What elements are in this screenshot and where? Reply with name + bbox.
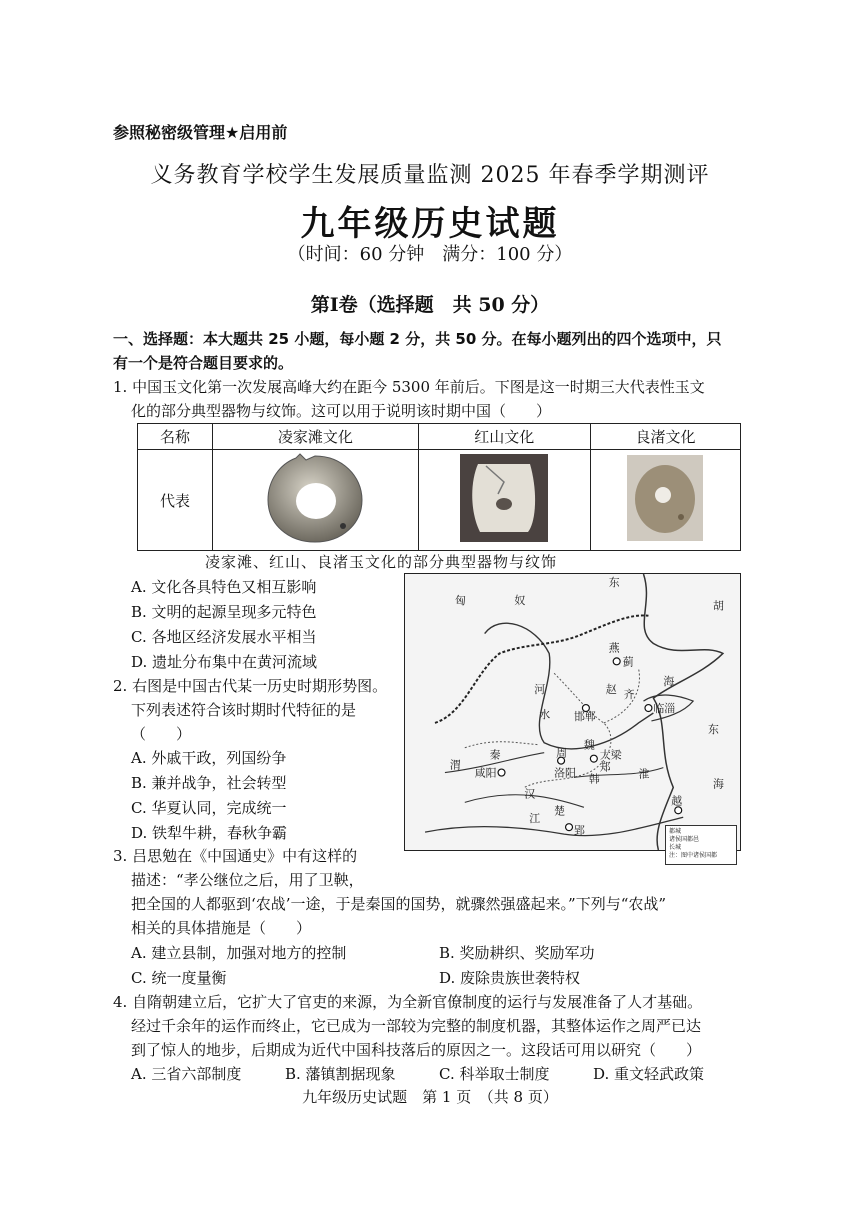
q1-option-d[interactable]: D. 遗址分布集中在黄河流域 xyxy=(131,653,318,671)
map-label: 东 xyxy=(708,722,719,736)
exam-title: 义务教育学校学生发展质量监测 2025 年春季学期测评 xyxy=(150,163,710,188)
q2-option-a[interactable]: A. 外戚干政，列国纷争 xyxy=(131,749,287,767)
map-label: 洛阳 xyxy=(554,766,576,780)
table-header-lingjiatan: 凌家滩文化 xyxy=(213,424,419,450)
legend-note: 注：图中诸侯国都 xyxy=(669,852,718,859)
q2-option-b[interactable]: B. 兼并战争，社会转型 xyxy=(131,774,287,792)
legend-capital: 都城 xyxy=(669,828,682,835)
q4-stem-line-1: 4. 自隋朝建立后，它扩大了官吏的来源，为全新官僚制度的运行与发展准备了人才基础。 xyxy=(113,993,703,1011)
map-label: 越 xyxy=(671,794,683,808)
legend-state-capital: 诸侯国都邑 xyxy=(669,836,700,843)
yangtze-river xyxy=(425,817,683,838)
table-header-liangzhu: 良渚文化 xyxy=(590,424,740,450)
map-label: 郢 xyxy=(573,824,585,838)
q4-option-d[interactable]: D. 重文轻武政策 xyxy=(593,1065,705,1083)
liangzhu-jade-image xyxy=(590,450,740,551)
capital-marker xyxy=(566,824,573,831)
map-label: 齐 xyxy=(623,688,635,702)
capital-marker xyxy=(675,807,682,814)
map-label: 邯郸 xyxy=(573,709,596,723)
map-label: 匈 xyxy=(454,593,466,607)
q1-option-a[interactable]: A. 文化各具特色又相互影响 xyxy=(131,578,317,596)
q4-option-b[interactable]: B. 藩镇割据现象 xyxy=(285,1065,396,1083)
q3-stem-line-1: 3. 吕思勉在《中国通史》中有这样的 xyxy=(113,847,358,865)
map-label: 周 xyxy=(556,746,568,760)
q4-option-c[interactable]: C. 科举取士制度 xyxy=(439,1065,550,1083)
map-label: 秦 xyxy=(489,748,501,762)
q1-stem-line-1: 1. 中国玉文化第一次发展高峰大约在距今 5300 年前后。下图是这一时期三大代表性玉文 xyxy=(113,378,705,396)
map-label: 水 xyxy=(539,707,551,721)
table-header-hongshan: 红山文化 xyxy=(418,424,590,450)
q3-stem-line-4: 相关的具体措施是（ ） xyxy=(131,919,312,937)
map-label: 海 xyxy=(663,675,675,689)
q1-stem-line-2: 化的部分典型器物与纹饰。这可以用于说明该时期中国（ ） xyxy=(131,402,552,420)
q2-stem-line-2: 下列表述符合该时期时代特征的是 xyxy=(131,701,357,719)
q3-option-d[interactable]: D. 废除贵族世袭特权 xyxy=(439,969,581,987)
q1-option-c[interactable]: C. 各地区经济发展水平相当 xyxy=(131,628,317,646)
q3-option-a[interactable]: A. 建立县制，加强对地方的控制 xyxy=(131,944,347,962)
map-label: 河 xyxy=(534,683,546,697)
capital-marker xyxy=(498,769,505,776)
map-label: 临淄 xyxy=(653,702,676,715)
q3-stem-line-2: 描述：“孝公继位之后，用了卫鞅， xyxy=(131,871,364,889)
capital-marker xyxy=(613,658,620,665)
map-label: 楚 xyxy=(554,804,566,818)
map-label: 韩 xyxy=(588,772,600,786)
section-instruction-line-1: 一、选择题：本大题共 25 小题，每小题 2 分，共 50 分。在每小题列出的四个选项中，只 xyxy=(113,330,722,348)
q4-stem-line-3: 到了惊人的地步，后期成为近代中国科技落后的原因之一。这段话可用以研究（ ） xyxy=(131,1041,702,1059)
q2-stem-line-3: （ ） xyxy=(131,725,192,743)
q1-option-b[interactable]: B. 文明的起源呈现多元特色 xyxy=(131,603,317,621)
map-label: 赵 xyxy=(605,683,617,697)
state-border xyxy=(465,742,539,748)
map-label: 魏 xyxy=(583,738,595,752)
map-label: 郑 xyxy=(599,760,611,774)
map-label: 淮 xyxy=(638,767,650,781)
q4-stem-line-2: 经过千余年的运作而终止，它已成为一部较为完整的制度机器，其整体运作之周严已达 xyxy=(131,1017,702,1035)
capital-marker xyxy=(645,705,652,712)
q3-option-b[interactable]: B. 奖励耕织、奖励军功 xyxy=(439,944,595,962)
q3-option-c[interactable]: C. 统一度量衡 xyxy=(131,969,227,987)
map-label: 咸阳 xyxy=(474,766,497,780)
confidential-label: 参照秘密级管理★启用前 xyxy=(113,123,288,142)
table-caption: 凌家滩、红山、良渚玉文化的部分典型器物与纹饰 xyxy=(205,553,558,571)
map-label: 胡 xyxy=(712,599,724,613)
volume-title: 第Ⅰ卷（选择题 共 50 分） xyxy=(310,294,550,316)
legend-great-wall: 长城 xyxy=(669,844,682,851)
jade-culture-table xyxy=(137,423,741,551)
map-label: 奴 xyxy=(514,593,526,607)
section-instruction-line-2: 有一个是符合题目要求的。 xyxy=(113,354,294,372)
map-label: 海 xyxy=(712,777,724,791)
time-score-line: （时间：60 分钟 满分：100 分） xyxy=(287,244,573,265)
hongshan-jade-image xyxy=(418,450,590,551)
table-row-label: 代表 xyxy=(138,450,213,551)
map-legend xyxy=(665,825,737,865)
q2-option-c[interactable]: C. 华夏认同，完成统一 xyxy=(131,799,287,817)
map-label: 大梁 xyxy=(599,748,622,762)
map-label: 燕 xyxy=(608,641,620,655)
map-label: 汉 xyxy=(524,787,536,801)
map-label: 渭 xyxy=(449,758,461,772)
q3-stem-line-3: 把全国的人都驱到‘农战’一途，于是秦国的国势，就骤然强盛起来。”下列与“农战” xyxy=(131,895,667,913)
q2-option-d[interactable]: D. 铁犁牛耕，春秋争霸 xyxy=(131,824,288,842)
q2-stem-line-1: 2. 右图是中国古代某一历史时期形势图。 xyxy=(113,677,388,695)
map-label: 蓟 xyxy=(622,655,634,669)
yellow-river xyxy=(485,623,654,749)
map-label: 江 xyxy=(529,812,541,826)
map-label: 东 xyxy=(608,575,620,589)
page-footer: 九年级历史试题 第 1 页 （共 8 页） xyxy=(302,1088,558,1106)
capital-marker xyxy=(590,755,597,762)
table-header-name: 名称 xyxy=(138,424,213,450)
q4-option-a[interactable]: A. 三省六部制度 xyxy=(131,1065,242,1083)
warring-states-map xyxy=(404,573,741,851)
lingjiatan-jade-image xyxy=(213,450,419,551)
page-title: 九年级历史试题 xyxy=(300,204,560,244)
huai-river xyxy=(574,768,663,778)
